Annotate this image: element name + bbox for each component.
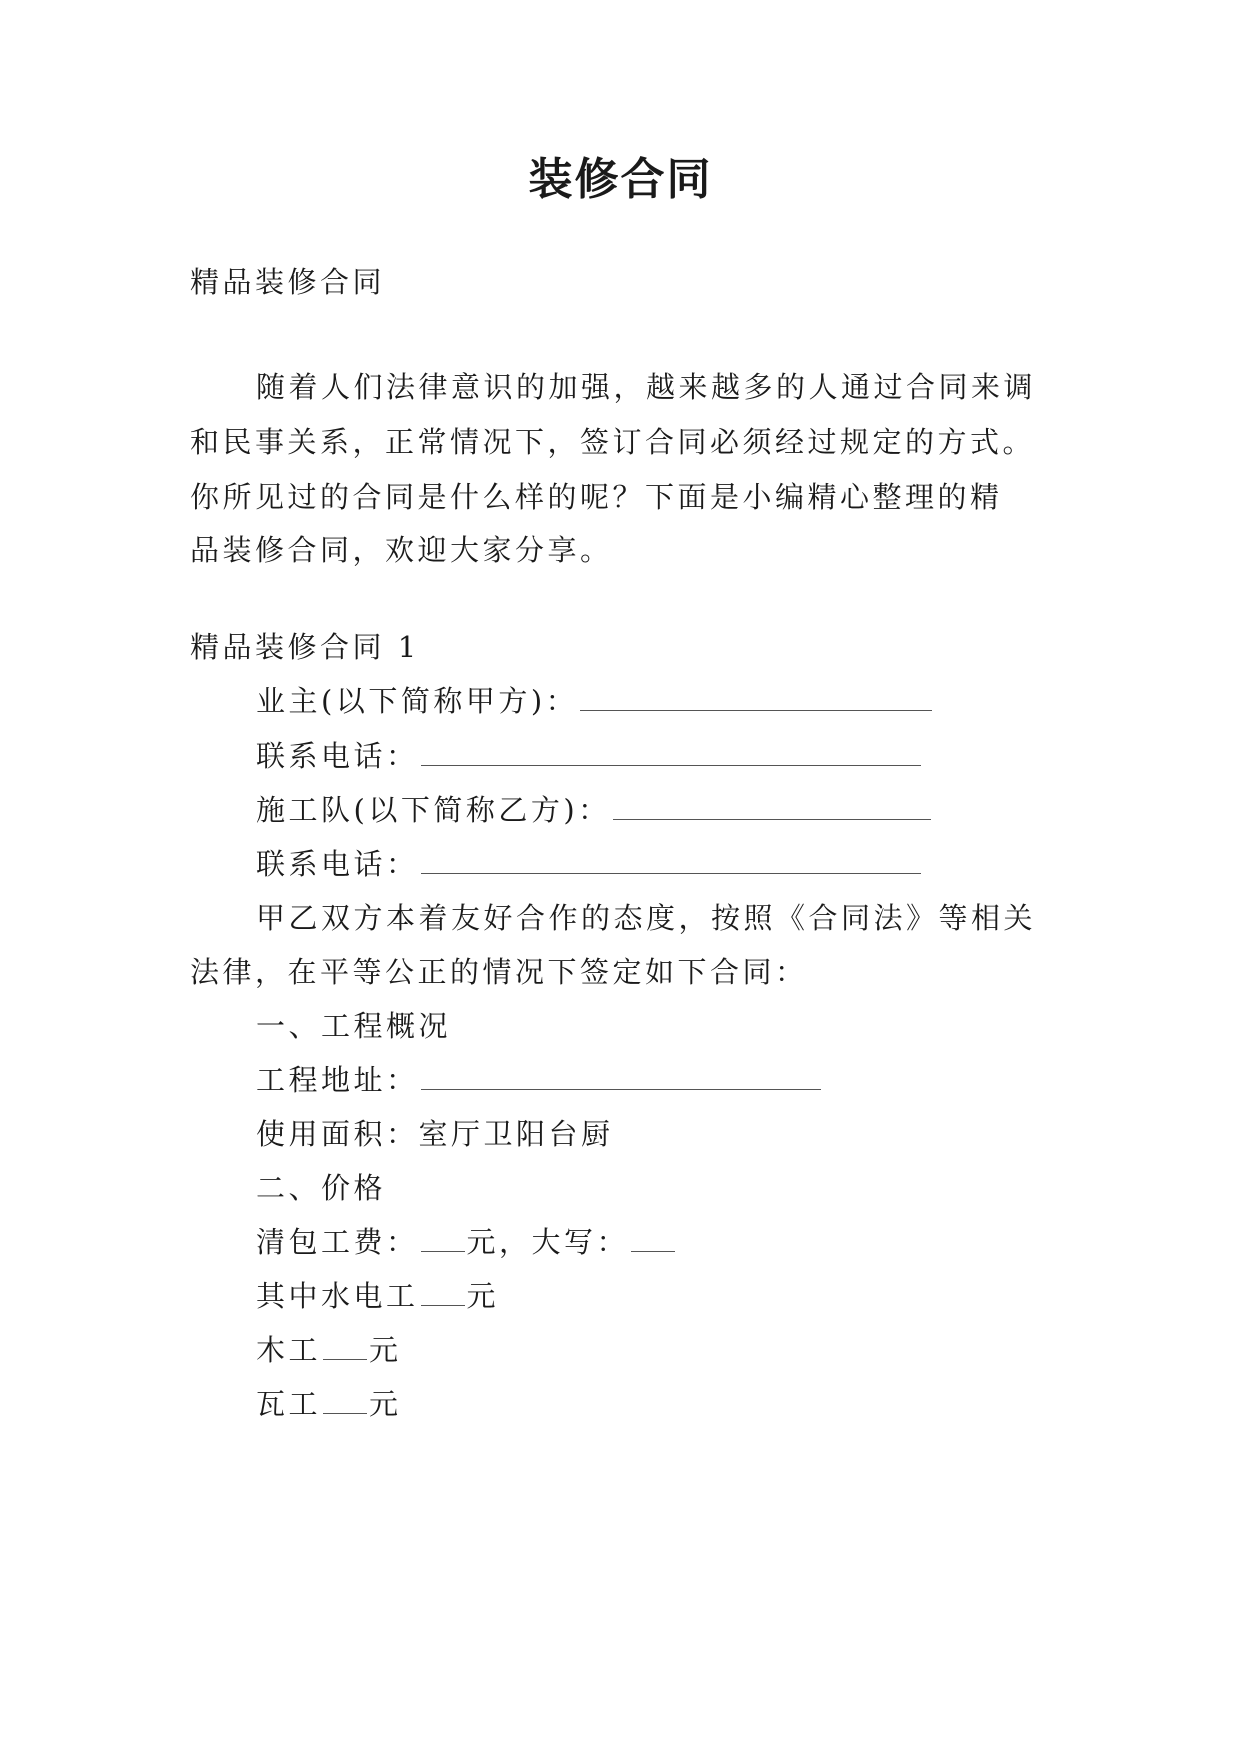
- owner-phone-row: [256, 736, 923, 776]
- owner-label: 业主(以下简称甲方)：: [256, 684, 579, 718]
- carpentry-blank[interactable]: [323, 1331, 367, 1360]
- owner-name-blank[interactable]: [580, 682, 932, 711]
- intro-line-4: 品装修合同，欢迎大家分享。: [190, 533, 613, 567]
- address-row: [256, 1060, 823, 1100]
- agreement-line-2: 法律，在平等公正的情况下签定如下合同：: [190, 955, 808, 989]
- plumbing-blank[interactable]: [421, 1277, 465, 1306]
- tiling-unit: 元: [369, 1387, 402, 1421]
- owner-phone-blank[interactable]: [421, 737, 921, 766]
- labor-fee-amount-blank[interactable]: [421, 1223, 465, 1252]
- plumbing-row: [256, 1276, 499, 1316]
- owner-row: [256, 681, 934, 721]
- intro-line-2: 和民事关系，正常情况下，签订合同必须经过规定的方式。: [190, 425, 1036, 459]
- plumbing-unit: 元: [466, 1279, 500, 1313]
- agreement-line-1: 甲乙双方本着友好合作的态度，按照《合同法》等相关: [256, 901, 1037, 935]
- tiling-label: 瓦工: [256, 1387, 322, 1421]
- tiling-blank[interactable]: [323, 1385, 367, 1414]
- intro-line-3: 你所见过的合同是什么样的呢？下面是小编精心整理的精: [190, 480, 1003, 514]
- document-subtitle: 精品装修合同: [190, 265, 386, 299]
- address-blank[interactable]: [421, 1061, 821, 1090]
- owner-phone-label: 联系电话：: [256, 739, 419, 773]
- section-2-heading: 二、价格: [256, 1171, 387, 1205]
- carpentry-label: 木工: [256, 1333, 322, 1367]
- carpentry-unit: 元: [369, 1333, 402, 1367]
- labor-fee-row: [256, 1222, 677, 1262]
- team-phone-blank[interactable]: [421, 845, 921, 874]
- team-label: 施工队(以下简称乙方)：: [256, 793, 611, 827]
- carpentry-row: [256, 1330, 402, 1370]
- team-name-blank[interactable]: [613, 791, 931, 820]
- document-title: 装修合同: [528, 154, 713, 205]
- labor-fee-unit: 元，大写：: [466, 1225, 630, 1259]
- section-1-heading: 一、工程概况: [256, 1009, 452, 1043]
- contract-heading: 精品装修合同 1: [190, 630, 420, 664]
- labor-fee-label: 清包工费：: [256, 1225, 419, 1259]
- team-phone-label: 联系电话：: [256, 847, 419, 881]
- address-label: 工程地址：: [256, 1063, 419, 1097]
- labor-fee-words-blank[interactable]: [631, 1223, 675, 1252]
- tiling-row: [256, 1384, 402, 1424]
- team-phone-row: [256, 844, 923, 884]
- intro-line-1: 随着人们法律意识的加强，越来越多的人通过合同来调: [256, 370, 1037, 404]
- area-row: 使用面积：室厅卫阳台厨: [256, 1117, 614, 1151]
- team-row: [256, 790, 933, 830]
- plumbing-label: 其中水电工: [256, 1279, 419, 1313]
